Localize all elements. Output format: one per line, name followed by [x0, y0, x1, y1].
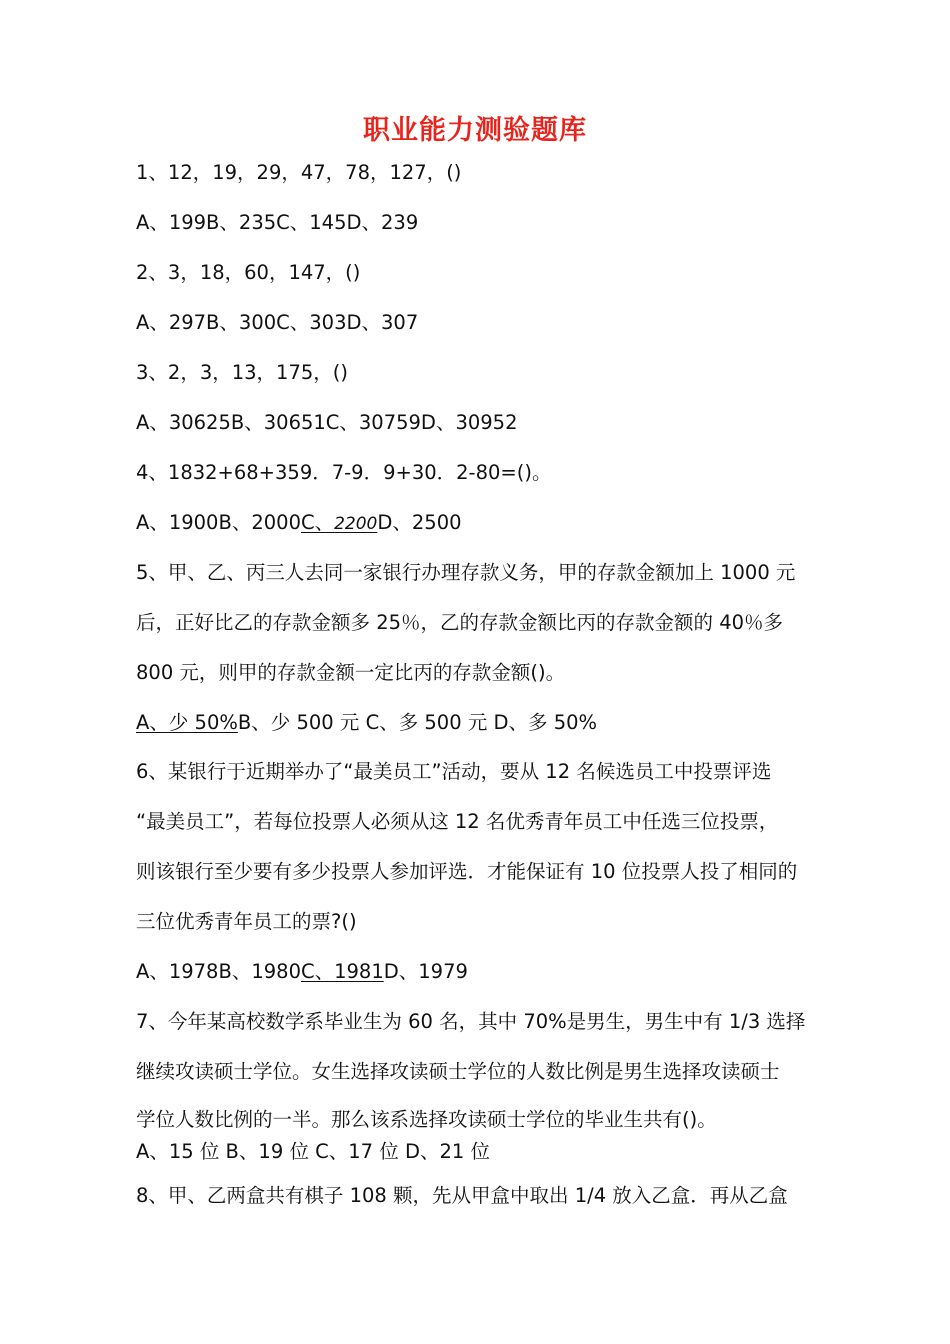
- options-3: A、30625B、30651C、30759D、30952: [136, 411, 518, 434]
- question-7-line-1: 7、今年某高校数学系毕业生为 60 名，其中 70%是男生，男生中有 1/3 选择: [136, 1010, 806, 1033]
- options-4-handwritten-answer: 2200: [334, 514, 378, 534]
- question-6-line-3: 则该银行至少要有多少投票人参加评选．才能保证有 10 位投票人投了相同的: [136, 860, 798, 883]
- options-6-underlined: C、1981: [300, 960, 384, 983]
- options-1: A、199B、235C、145D、239: [136, 211, 419, 234]
- options-2: A、297B、300C、303D、307: [136, 311, 419, 334]
- question-2: 2、3，18，60，147，(): [136, 261, 361, 284]
- question-8-line-1: 8、甲、乙两盒共有棋子 108 颗，先从甲盒中取出 1/4 放入乙盒．再从乙盒: [136, 1184, 788, 1207]
- options-4: [136, 509, 462, 538]
- question-3: 3、2，3，13，175，(): [136, 361, 348, 384]
- page-title: 职业能力测验题库: [363, 115, 587, 146]
- options-4-c-label: C、: [300, 511, 335, 534]
- question-7-line-3: 学位人数比例的一半。那么该系选择攻读硕士学位的毕业生共有()。: [136, 1108, 717, 1131]
- options-5-text: B、少 500 元 C、多 500 元 D、多 50%: [237, 711, 598, 734]
- question-7-line-2: 继续攻读硕士学位。女生选择攻读硕士学位的人数比例是男生选择攻读硕士: [136, 1060, 780, 1083]
- options-4-text-a: A、1900B、2000: [136, 511, 301, 534]
- options-4-text-b: D、2500: [377, 511, 462, 534]
- question-6-line-4: 三位优秀青年员工的票?(): [136, 910, 357, 933]
- question-1: 1、12，19，29，47，78，127，(): [136, 161, 462, 184]
- options-4-underlined: [301, 511, 377, 534]
- options-6: [136, 958, 468, 986]
- options-5-underlined: A、少 50%: [136, 711, 238, 734]
- options-6-text-a: A、1978B、1980: [136, 960, 301, 983]
- question-6-line-1: 6、某银行于近期举办了“最美员工”活动，要从 12 名候选员工中投票评选: [136, 760, 772, 783]
- question-5-line-1: 5、甲、乙、丙三人去同一家银行办理存款义务，甲的存款金额加上 1000 元: [136, 561, 796, 584]
- options-5: [136, 709, 597, 737]
- question-6-line-2: “最美员工”，若每位投票人必须从这 12 名优秀青年员工中任选三位投票，: [136, 810, 779, 833]
- question-5-line-3: 800 元，则甲的存款金额一定比丙的存款金额()。: [136, 661, 566, 684]
- question-4: 4、1832+68+359．7-9．9+30．2-80=()。: [136, 461, 552, 484]
- options-6-text-b: D、1979: [383, 960, 468, 983]
- options-7: A、15 位 B、19 位 C、17 位 D、21 位: [136, 1140, 490, 1163]
- question-5-line-2: 后，正好比乙的存款金额多 25％，乙的存款金额比丙的存款金额的 40％多: [136, 611, 784, 634]
